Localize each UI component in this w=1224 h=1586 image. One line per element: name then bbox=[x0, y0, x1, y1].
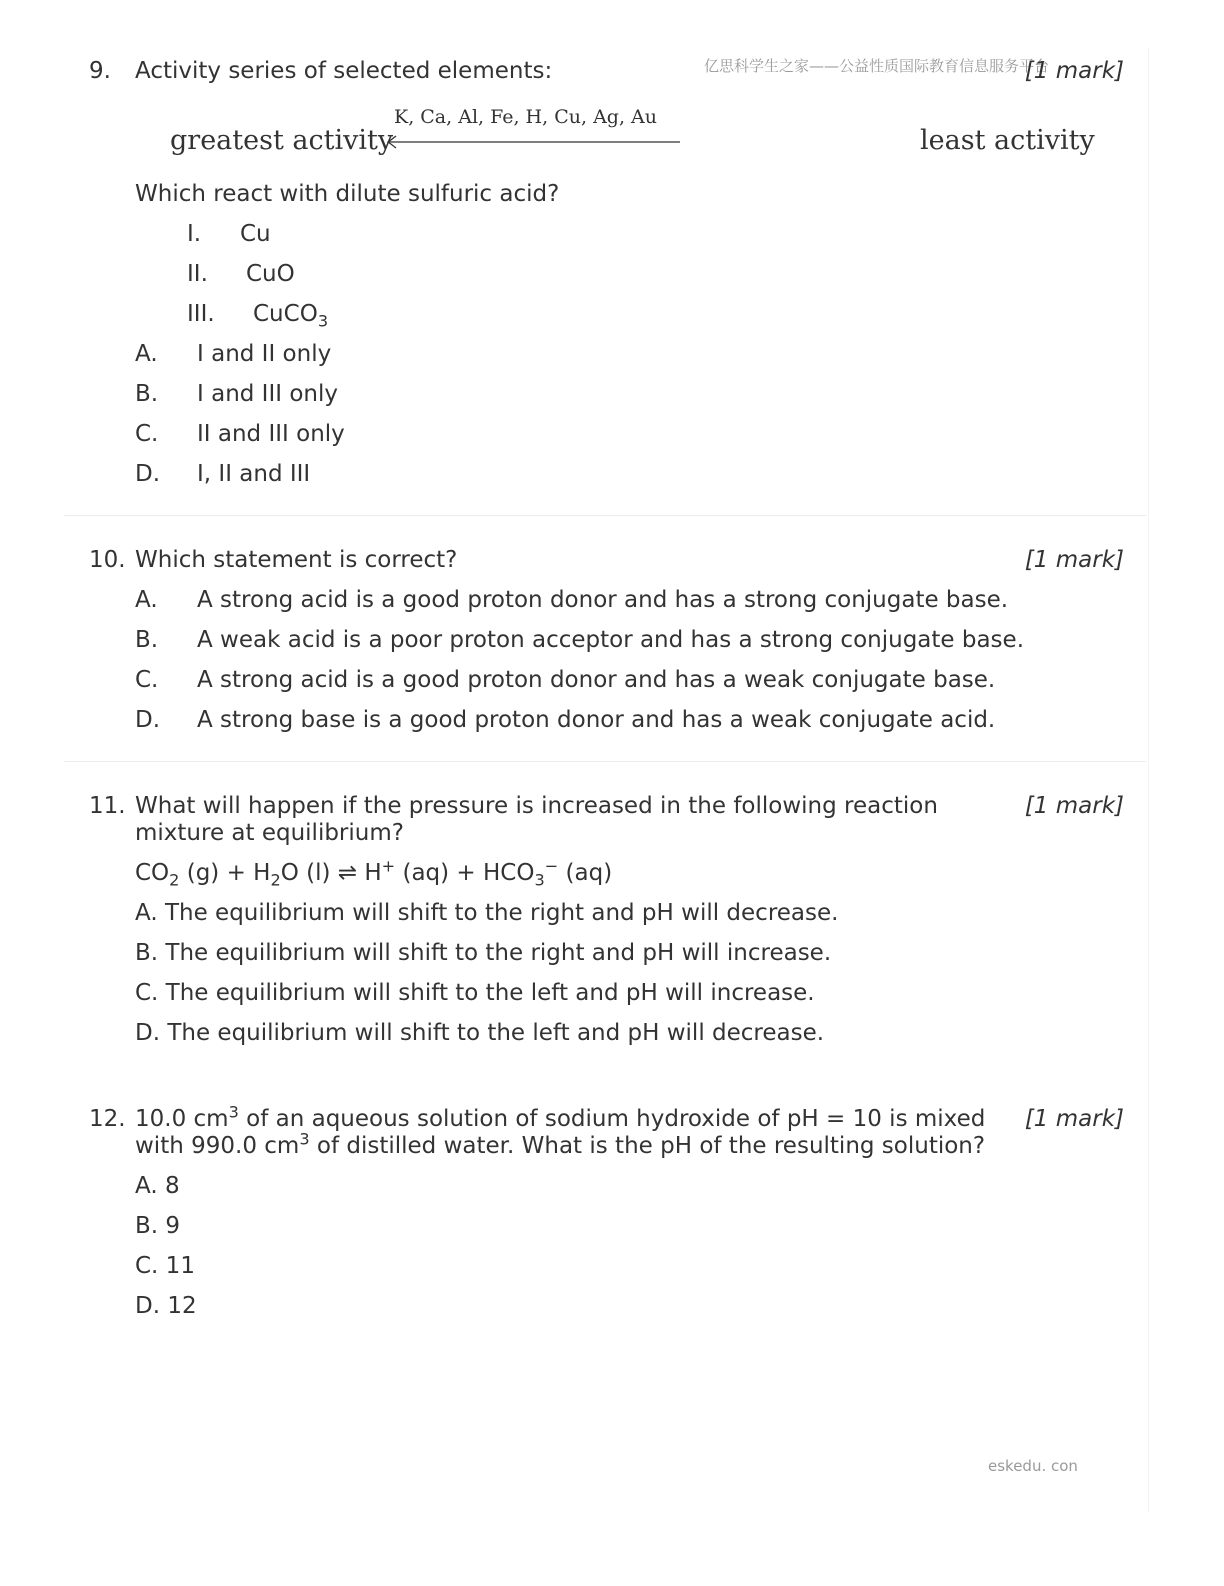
q12-number: 12. bbox=[89, 1106, 126, 1132]
q9-number: 9. bbox=[89, 58, 111, 84]
q10-option-a: A. A strong acid is a good proton donor and has a strong conjugate base. bbox=[135, 587, 1009, 613]
q11-equation: $CO_2$ $(g) + H_2O$ (l) ⇌ H+ $(aq) + HCO_3^-$ (aq) bbox=[135, 856, 613, 890]
q11-option-b: B. The equilibrium will shift to the right and pH will increase. bbox=[135, 940, 832, 966]
q12-option-b: B. 9 bbox=[135, 1213, 181, 1239]
q11-option-c: C. The equilibrium will shift to the left and pH will increase. bbox=[135, 980, 815, 1006]
q11-stem-line-2: mixture at equilibrium? bbox=[135, 820, 404, 846]
q10-option-c: C. A strong acid is a good proton donor and has a weak conjugate base. bbox=[135, 667, 996, 693]
activity-series-elements: K, Ca, Al, Fe, H, Cu, Ag, Au bbox=[394, 106, 657, 128]
divider bbox=[64, 761, 1146, 762]
q9-option-d: D. I, II and III bbox=[135, 461, 311, 487]
watermark: 亿思科学生之家——公益性质国际教育信息服务平台 bbox=[704, 57, 1050, 75]
q12-option-c: C. 11 bbox=[135, 1253, 195, 1279]
q9-mark: [1 mark] bbox=[1024, 58, 1124, 84]
q11-stem-line-1: What will happen if the pressure is increased in the following reaction bbox=[135, 793, 938, 819]
q9-option-c: C. II and III only bbox=[135, 421, 345, 447]
q12-stem-line-1: 10.0 $cm^3$ of an aqueous solution of sodium hydroxide of pH = 10 is mixed bbox=[135, 1102, 986, 1132]
q9-option-b: B. I and III only bbox=[135, 381, 338, 407]
equilibrium-arrow: ⇌ bbox=[337, 860, 358, 886]
q12-mark: [1 mark] bbox=[1024, 1106, 1124, 1132]
q11-number: 11. bbox=[89, 793, 126, 819]
q9-question: Which react with dilute sulfuric acid? bbox=[135, 181, 560, 207]
q10-number: 10. bbox=[89, 547, 126, 573]
greatest-activity-label: greatest activity bbox=[170, 125, 394, 156]
q10-mark: [1 mark] bbox=[1024, 547, 1124, 573]
q12-option-d: D. 12 bbox=[135, 1293, 197, 1319]
q11-option-a: A. The equilibrium will shift to the right and pH will decrease. bbox=[135, 900, 839, 926]
activity-arrow bbox=[385, 132, 683, 152]
q9-stem: Activity series of selected elements: bbox=[135, 58, 553, 84]
q10-option-b: B. A weak acid is a poor proton acceptor and has a strong conjugate base. bbox=[135, 627, 1025, 653]
footer-text: eskedu. con bbox=[988, 1457, 1078, 1475]
least-activity-label: least activity bbox=[920, 125, 1095, 156]
q9-roman-3: III. CuCO$_3$ bbox=[187, 301, 329, 331]
q10-stem: Which statement is correct? bbox=[135, 547, 458, 573]
q12-option-a: A. 8 bbox=[135, 1173, 180, 1199]
q11-option-d: D. The equilibrium will shift to the left and pH will decrease. bbox=[135, 1020, 825, 1046]
q9-roman-2: II. CuO bbox=[187, 261, 295, 287]
divider bbox=[64, 515, 1146, 516]
q10-option-d: D. A strong base is a good proton donor and has a weak conjugate acid. bbox=[135, 707, 996, 733]
q12-stem-line-2: with 990.0 $cm^3$ of distilled water. What is the pH of the resulting solution? bbox=[135, 1129, 986, 1159]
q9-roman-1: I. Cu bbox=[187, 221, 271, 247]
q11-mark: [1 mark] bbox=[1024, 793, 1124, 819]
q9-option-a: A. I and II only bbox=[135, 341, 332, 367]
